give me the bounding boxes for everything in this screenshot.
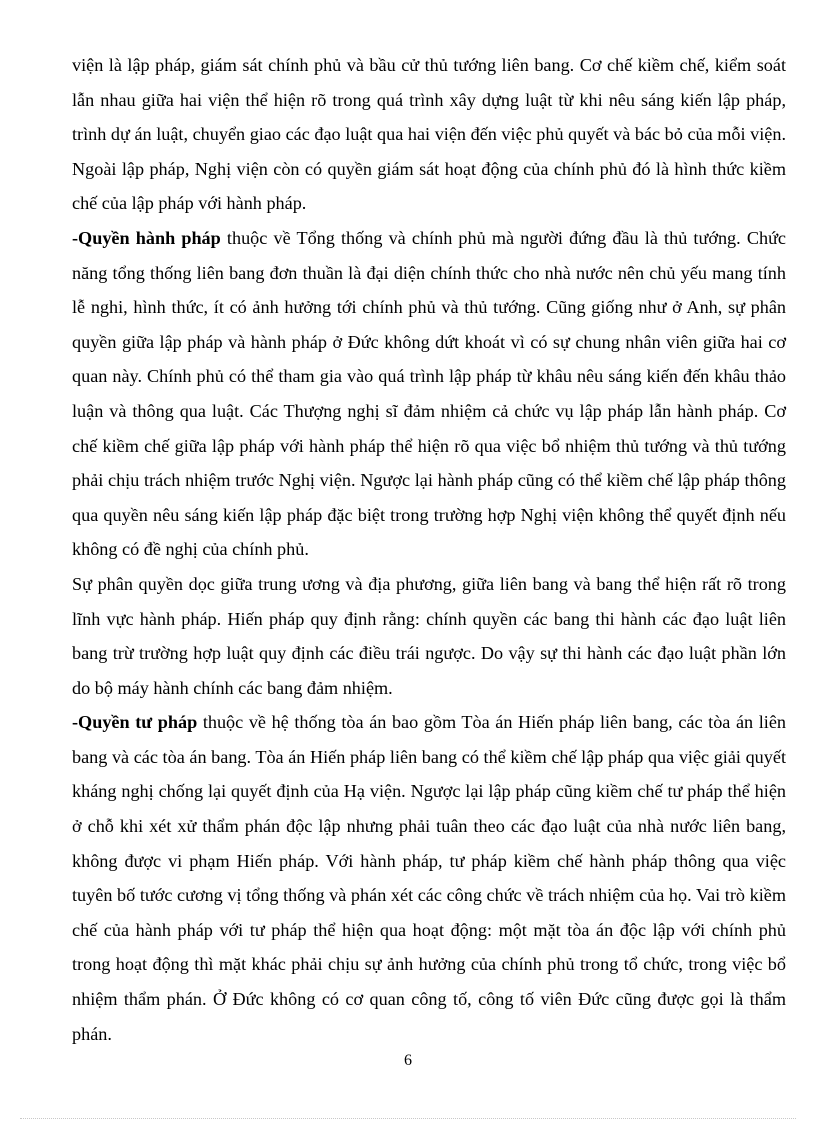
paragraph-legislative-continuation [72, 48, 786, 221]
paragraph-vertical-separation [72, 567, 786, 705]
paragraph-executive-power [72, 221, 786, 567]
paragraph-text: thuộc về hệ thống tòa án bao gồm Tòa án Hiến pháp liên bang, các tòa án liên bang và các tòa án bang. Tòa án Hiến pháp liên bang có thể kiềm chế lập pháp qua việc giải quyết kháng nghị chống lại quyết định của Hạ viện. Ngược lại lập pháp cũng kiềm chế tư pháp thể hiện ở chỗ khi xét xử thẩm phán độc lập nhưng phải tuân theo các đạo luật của nhà nước liên bang, không được vi phạm Hiến pháp. Với hành pháp, tư pháp kiềm chế hành pháp thông qua việc tuyên bố tước cương vị tổng thống và phán xét các công chức về trách nhiệm của họ. Vai trò kiềm chế của hành pháp với tư pháp thể hiện qua hoạt động: một mặt tòa án độc lập với chính phủ trong hoạt động thì mặt khác phải chịu sự ảnh hưởng của chính phủ trong tổ chức, trong việc bổ nhiệm thẩm phán. Ở Đức không có cơ quan công tố, công tố viên Đức cũng được gọi là thẩm phán. [72, 712, 786, 1044]
paragraph-heading-judicial: -Quyền tư pháp [72, 712, 198, 733]
document-body [72, 48, 786, 1051]
page-number: 6 [404, 1052, 412, 1069]
paragraph-heading-executive: -Quyền hành pháp [72, 227, 221, 248]
paragraph-text: viện là lập pháp, giám sát chính phủ và bầu cử thủ tướng liên bang. Cơ chế kiềm chế, kiểm soát lẫn nhau giữa hai viện thể hiện rõ trong quá trình xây dựng luật từ khi nêu sáng kiến lập pháp, trình dự án luật, chuyển giao các đạo luật qua hai viện đến việc phủ quyết và bác bỏ của mỗi viện. Ngoài lập pháp, Nghị viện còn có quyền giám sát hoạt động của chính phủ đó là hình thức kiềm chế của lập pháp với hành pháp. [72, 55, 786, 214]
paragraph-judicial-power [72, 705, 786, 1051]
paragraph-text: Sự phân quyền dọc giữa trung ương và địa phương, giữa liên bang và bang thể hiện rất rõ trong lĩnh vực hành pháp. Hiến pháp quy định rằng: chính quyền các bang thi hành các đạo luật liên bang trừ trường hợp luật quy định các điều trái ngược. Do vậy sự thi hành các đạo luật phần lớn do bộ máy hành chính các bang đảm nhiệm. [72, 573, 786, 698]
paragraph-text: thuộc về Tổng thống và chính phủ mà người đứng đầu là thủ tướng. Chức năng tổng thống liên bang đơn thuần là đại diện chính thức cho nhà nước nên chủ yếu mang tính lễ nghi, hình thức, ít có ảnh hưởng tới chính phủ và thủ tướng. Cũng giống như ở Anh, sự phân quyền giữa lập pháp và hành pháp ở Đức không dứt khoát vì có sự chung nhân viên giữa hai cơ quan này. Chính phủ có thể tham gia vào quá trình lập pháp từ khâu nêu sáng kiến đến khâu thảo luận và thông qua luật. Các Thượng nghị sĩ đảm nhiệm cả chức vụ lập pháp lẫn hành pháp. Cơ chế kiềm chế giữa lập pháp với hành pháp thể hiện rõ qua việc bổ nhiệm thủ tướng và thủ tướng phải chịu trách nhiệm trước Nghị viện. Ngược lại hành pháp cũng có thể kiềm chế lập pháp thông qua quyền nêu sáng kiến lập pháp đặc biệt trong trường hợp Nghị viện không thể quyết định nếu không có đề nghị của chính phủ. [72, 227, 786, 560]
page-bottom-edge [20, 1118, 796, 1119]
